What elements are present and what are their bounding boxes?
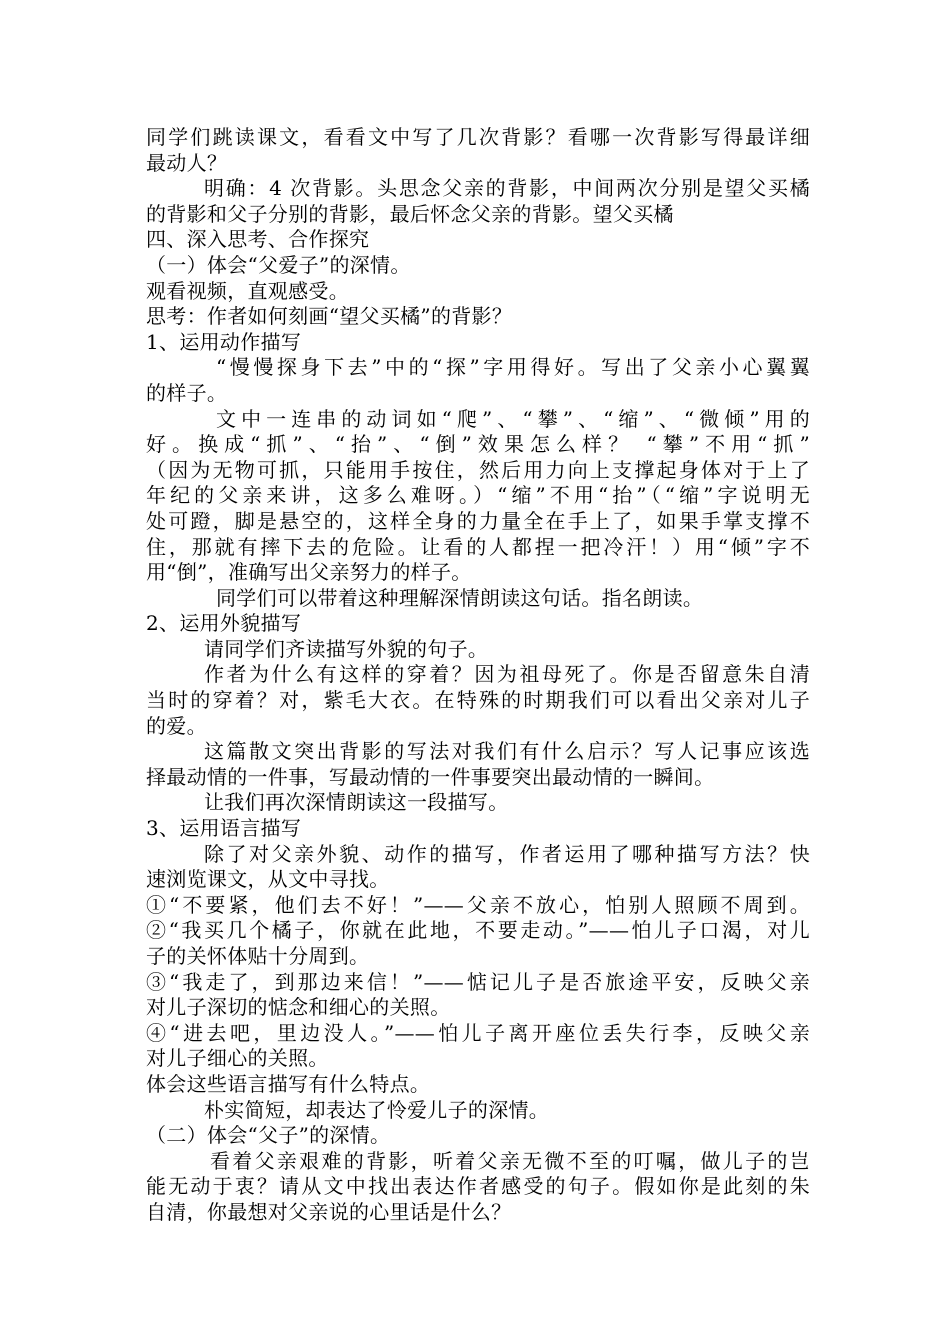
paragraph-line: 请同学们齐读描写外貌的句子。 (204, 636, 489, 661)
paragraph-line: 让我们再次深情朗读这一段描写。 (204, 790, 509, 815)
paragraph-line: 作者为什么有这样的穿着？因为祖母死了。你是否留意朱自清 (204, 662, 810, 687)
paragraph-line: “慢慢探身下去”中的“探”字用得好。写出了父亲小心翼翼 (216, 355, 810, 380)
paragraph-line: 文中一连串的动词如“爬”、“攀”、“缩”、“微倾”用的 (216, 406, 810, 431)
paragraph-line: 的样子。 (146, 380, 228, 405)
paragraph-line: 朴实简短，却表达了怜爱儿子的深情。 (204, 1097, 550, 1122)
list-item: ①“不要紧，他们去不好！”——父亲不放心，怕别人照顾不周到。 (146, 892, 810, 917)
paragraph-line: 这篇散文突出背影的写法对我们有什么启示？写人记事应该选 (204, 739, 810, 764)
paragraph-line: 同学们跳读课文，看看文中写了几次背影？看哪一次背影写得最详细 (146, 125, 810, 149)
document-body (146, 125, 810, 1226)
paragraph-line: 最动人？ (146, 150, 228, 175)
paragraph-line: 体会这些语言描写有什么特点。 (146, 1071, 431, 1096)
list-item-continuation: 子的关怀体贴十分周到。 (146, 944, 370, 968)
paragraph-line: 用“倒”，准确写出父亲努力的样子。 (146, 560, 472, 585)
paragraph-line: 住，那就有摔下去的危险。让看的人都捏一把冷汗！）用“倾”字不 (146, 534, 810, 559)
list-item: ②“我买几个橘子，你就在此地，不要走动。”——怕儿子口渴，对儿 (146, 918, 810, 943)
list-item: ④“进去吧，里边没人。”——怕儿子离开座位丢失行李，反映父亲 (146, 1020, 810, 1045)
paragraph-line: 当时的穿着？对，紫毛大衣。在特殊的时期我们可以看出父亲对儿子 (146, 688, 810, 713)
numbered-heading: 2、运用外貌描写 (146, 611, 302, 636)
paragraph-line: 的背影和父子分别的背影，最后怀念父亲的背影。望父买橘 (146, 201, 674, 226)
paragraph-line: 除了对父亲外貌、动作的描写，作者运用了哪种描写方法？快 (204, 841, 810, 866)
subsection-heading: （二）体会“父子”的深情。 (146, 1123, 391, 1148)
paragraph-line: 处可蹬，脚是悬空的，这样全身的力量全在手上了，如果手掌支撑不 (146, 508, 810, 533)
list-item-continuation: 对儿子细心的关照。 (146, 1046, 329, 1071)
numbered-heading: 1、运用动作描写 (146, 329, 302, 354)
paragraph-line: 观看视频，直观感受。 (146, 278, 349, 303)
paragraph-line: 同学们可以带着这种理解深情朗读这句话。指名朗读。 (216, 585, 704, 610)
paragraph-line: 自清，你最想对父亲说的心里话是什么？ (146, 1199, 512, 1224)
list-item-continuation: 对儿子深切的惦念和细心的关照。 (146, 995, 451, 1020)
paragraph-line: 思考：作者如何刻画“望父买橘”的背影？ (146, 304, 513, 329)
paragraph-line: （因为无物可抓，只能用手按住，然后用力向上支撑起身体对于上了 (146, 457, 810, 482)
paragraph-line: 看着父亲艰难的背影，听着父亲无微不至的叮嘱，做儿子的岂 (210, 1148, 810, 1173)
paragraph-line: 明确：4 次背影。头思念父亲的背影，中间两次分别是望父买橘 (204, 176, 810, 201)
subsection-heading: （一）体会“父爱子”的深情。 (146, 252, 411, 277)
paragraph-line: 速浏览课文，从文中寻找。 (146, 867, 390, 892)
numbered-heading: 3、运用语言描写 (146, 816, 302, 841)
paragraph-line: 择最动情的一件事，写最动情的一件事要突出最动情的一瞬间。 (146, 764, 715, 789)
paragraph-line: 年纪的父亲来讲，这多么难呀。）“缩”不用“抬”（“缩”字说明无 (146, 483, 810, 508)
paragraph-line: 好。换成“抓”、“抬”、“倒”效果怎么样？ “攀”不用“抓” (146, 432, 810, 457)
section-heading: 四、深入思考、合作探究 (146, 227, 370, 252)
list-item: ③“我走了，到那边来信！”——惦记儿子是否旅途平安，反映父亲 (146, 969, 810, 994)
paragraph-line: 的爱。 (146, 713, 207, 738)
paragraph-line: 能无动于衷？请从文中找出表达作者感受的句子。假如你是此刻的朱 (146, 1174, 810, 1199)
